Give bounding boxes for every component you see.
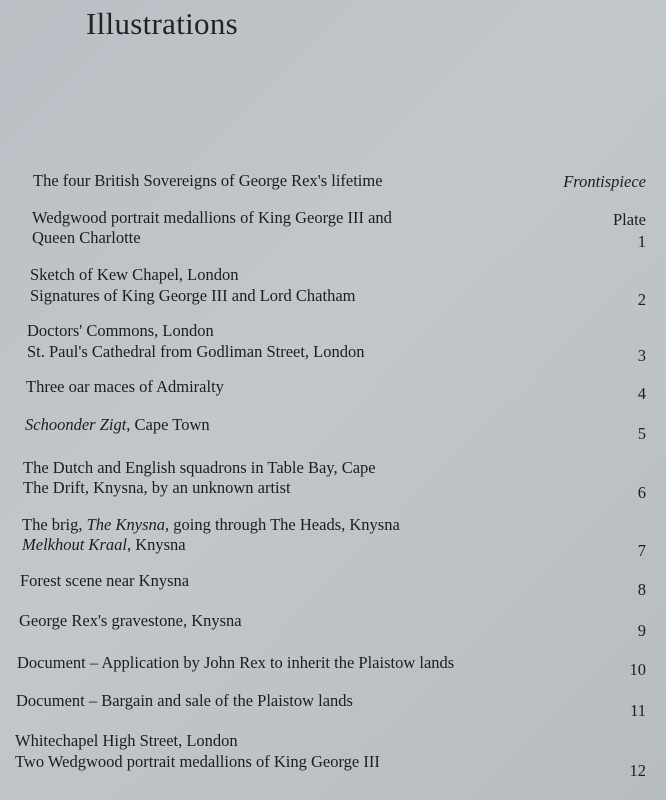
list-item-line: Sketch of Kew Chapel, London: [30, 265, 239, 284]
plate-number: 7: [637, 541, 646, 560]
list-item-text: The brig,: [22, 515, 87, 534]
list-item-line: Whitechapel High Street, London: [15, 731, 238, 750]
list-item-line: [25, 415, 210, 435]
list-item-line: George Rex's gravestone, Knysna: [19, 611, 242, 630]
plate-number: 6: [637, 483, 646, 502]
list-item-line: Forest scene near Knysna: [20, 571, 190, 590]
italic-title: Melkhout Kraal: [22, 535, 127, 554]
list-item-text: , Knysna: [126, 535, 186, 554]
list-item-line: Two Wedgwood portrait medallions of King George III: [15, 752, 380, 771]
list-item-line: Three oar maces of Admiralty: [26, 377, 224, 396]
plate-number: 9: [637, 621, 646, 640]
list-item-line: The Dutch and English squadrons in Table Bay, Cape: [23, 458, 376, 477]
list-item-line: Doctors' Commons, London: [27, 321, 214, 340]
list-item-line: The Drift, Knysna, by an unknown artist: [23, 478, 291, 497]
plate-number: 3: [637, 346, 646, 365]
list-item-line: St. Paul's Cathedral from Godliman Street, London: [27, 342, 365, 361]
page-title: Illustrations: [86, 6, 238, 41]
frontispiece-label: Frontispiece: [563, 172, 646, 191]
plate-number: 2: [637, 290, 646, 309]
plate-number: 11: [630, 701, 646, 720]
plate-number: 4: [637, 384, 646, 403]
list-item-line: Document – Application by John Rex to inherit the Plaistow lands: [17, 653, 455, 672]
list-item-line: Queen Charlotte: [32, 228, 141, 247]
plate-number: 5: [637, 424, 646, 443]
list-item-line: Wedgwood portrait medallions of King George III and: [32, 208, 392, 227]
plate-number: 8: [637, 580, 646, 599]
plate-number: 12: [629, 761, 646, 780]
plate-number: 1: [637, 232, 646, 251]
italic-title: Schoonder Zigt: [25, 415, 127, 434]
plate-heading: Plate: [613, 210, 646, 229]
list-item-line: [22, 515, 400, 535]
plate-number: 10: [629, 660, 646, 679]
list-item-line: [22, 535, 186, 555]
italic-title: The Knysna,: [86, 515, 170, 534]
list-item-text: going through The Heads, Knysna: [169, 515, 400, 534]
list-item-line: Document – Bargain and sale of the Plaistow lands: [16, 691, 353, 710]
list-item-line: Signatures of King George III and Lord Chatham: [30, 286, 356, 305]
frontispiece-caption: The four British Sovereigns of George Rex's lifetime: [33, 171, 383, 190]
list-item-text: , Cape Town: [126, 415, 210, 434]
